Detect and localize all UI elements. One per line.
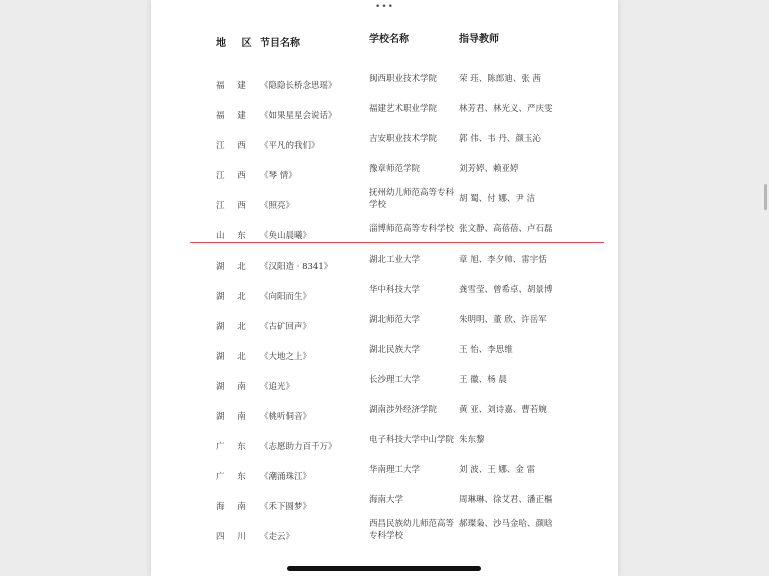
row-region: 山 东 bbox=[216, 231, 251, 241]
row-teachers: 郝璨枭、沙马金哈、颜晗 bbox=[459, 519, 553, 529]
row-program: 《禾下圆梦》 bbox=[260, 502, 312, 512]
row-region: 湖 北 bbox=[216, 262, 251, 272]
table-row bbox=[151, 401, 618, 431]
row-school: 长沙理工大学 bbox=[369, 375, 421, 385]
row-region: 湖 南 bbox=[216, 412, 251, 422]
row-school: 海南大学 bbox=[369, 495, 404, 505]
row-school: 闽西职业技术学院 bbox=[369, 74, 438, 84]
row-region: 江 西 bbox=[216, 141, 251, 151]
row-teachers: 黄 亚、刘诗嘉、曹若婉 bbox=[459, 405, 547, 415]
table-row bbox=[151, 251, 618, 281]
row-teachers: 林芳君、林光义、严庆雯 bbox=[459, 104, 553, 114]
row-region: 江 西 bbox=[216, 201, 251, 211]
row-program: 《大地之上》 bbox=[260, 352, 312, 362]
row-school: 福建艺术职业学院 bbox=[369, 104, 438, 114]
row-teachers: 章 旭、李夕帅、雷宇恬 bbox=[459, 255, 547, 265]
row-teachers: 王 怡、李思维 bbox=[459, 345, 513, 355]
row-program: 《平凡的我们》 bbox=[260, 141, 320, 151]
table-row bbox=[151, 220, 618, 250]
row-program: 《向阳而生》 bbox=[260, 292, 312, 302]
header-teacher: 指导教师 bbox=[459, 34, 499, 45]
header-region: 地 区 bbox=[216, 38, 258, 49]
row-teachers: 胡 蜀、付 娜、尹 洁 bbox=[459, 194, 536, 204]
row-school: 西昌民族幼儿师范高等专科学校 bbox=[369, 519, 455, 541]
row-program: 《奂山晨曦》 bbox=[260, 231, 312, 241]
row-teachers: 郭 伟、韦 丹、颜玉沁 bbox=[459, 134, 541, 144]
table-row bbox=[151, 70, 618, 100]
row-region: 福 建 bbox=[216, 81, 251, 91]
row-school: 华南理工大学 bbox=[369, 465, 421, 475]
row-school: 湖南涉外经济学院 bbox=[369, 405, 438, 415]
row-region: 福 建 bbox=[216, 111, 251, 121]
table-row bbox=[151, 341, 618, 371]
table-row bbox=[151, 491, 618, 521]
row-teachers: 朱明明、董 欣、许岳军 bbox=[459, 315, 547, 325]
row-school: 湖北师范大学 bbox=[369, 315, 421, 325]
row-teachers: 朱东黎 bbox=[459, 435, 485, 445]
row-program: 《桃听侗音》 bbox=[260, 412, 312, 422]
row-program: 《走云》 bbox=[260, 532, 295, 542]
table-row bbox=[151, 311, 618, 341]
row-school: 华中科技大学 bbox=[369, 285, 421, 295]
table-row bbox=[151, 160, 618, 190]
row-teachers: 刘芳婷、赖亚婷 bbox=[459, 164, 519, 174]
home-indicator[interactable] bbox=[287, 566, 481, 571]
row-region: 湖 北 bbox=[216, 322, 251, 332]
table-row bbox=[151, 521, 618, 551]
row-program: 《追光》 bbox=[260, 382, 295, 392]
table-row bbox=[151, 100, 618, 130]
row-region: 海 南 bbox=[216, 502, 251, 512]
row-program: 《如果星星会说话》 bbox=[260, 111, 337, 121]
document-page bbox=[151, 0, 618, 576]
table-row bbox=[151, 130, 618, 160]
row-region: 湖 北 bbox=[216, 352, 251, 362]
row-region: 湖 北 bbox=[216, 292, 251, 302]
table-row bbox=[151, 371, 618, 401]
row-school: 吉安职业技术学院 bbox=[369, 134, 438, 144]
row-school: 电子科技大学中山学院 bbox=[369, 435, 455, 445]
table-row bbox=[151, 461, 618, 491]
table-header bbox=[151, 34, 618, 50]
scrollbar-thumb[interactable] bbox=[764, 184, 767, 210]
row-region: 广 东 bbox=[216, 472, 251, 482]
row-teachers: 王 徽、杨 晨 bbox=[459, 375, 507, 385]
row-school: 湖北民族大学 bbox=[369, 345, 421, 355]
row-program: 《隐隐长桥念思瑶》 bbox=[260, 81, 337, 91]
row-teachers: 张文静、高蓓蓓、卢石磊 bbox=[459, 224, 553, 234]
row-region: 四 川 bbox=[216, 532, 251, 542]
row-program: 《照亮》 bbox=[260, 201, 295, 211]
reading-position-marker bbox=[190, 242, 604, 243]
row-program: 《汉阳造 · 8341》 bbox=[260, 262, 333, 272]
row-teachers: 荣 珏、陈郎迪、张 茜 bbox=[459, 74, 541, 84]
row-school: 抚州幼儿师范高等专科学校 bbox=[369, 188, 455, 210]
row-school: 淄博师范高等专科学校 bbox=[369, 224, 455, 234]
more-options-icon[interactable]: ••• bbox=[375, 2, 394, 12]
header-school: 学校名称 bbox=[369, 34, 409, 45]
row-region: 广 东 bbox=[216, 442, 251, 452]
row-program: 《志愿助力百千万》 bbox=[260, 442, 337, 452]
row-teachers: 刘 波、王 娜、金 雷 bbox=[459, 465, 536, 475]
row-teachers: 周琳琳、徐艾君、潘正樞 bbox=[459, 495, 553, 505]
table-row bbox=[151, 431, 618, 461]
table-row bbox=[151, 190, 618, 220]
row-program: 《琴 情》 bbox=[260, 171, 297, 181]
row-teachers: 龚雪莹、曾希卓、胡景博 bbox=[459, 285, 553, 295]
row-region: 湖 南 bbox=[216, 382, 251, 392]
header-program: 节目名称 bbox=[260, 38, 300, 49]
row-school: 豫章师范学院 bbox=[369, 164, 421, 174]
row-school: 湖北工业大学 bbox=[369, 255, 421, 265]
row-program: 《古矿回声》 bbox=[260, 322, 312, 332]
row-region: 江 西 bbox=[216, 171, 251, 181]
table-row bbox=[151, 281, 618, 311]
row-program: 《潮涌珠江》 bbox=[260, 472, 312, 482]
